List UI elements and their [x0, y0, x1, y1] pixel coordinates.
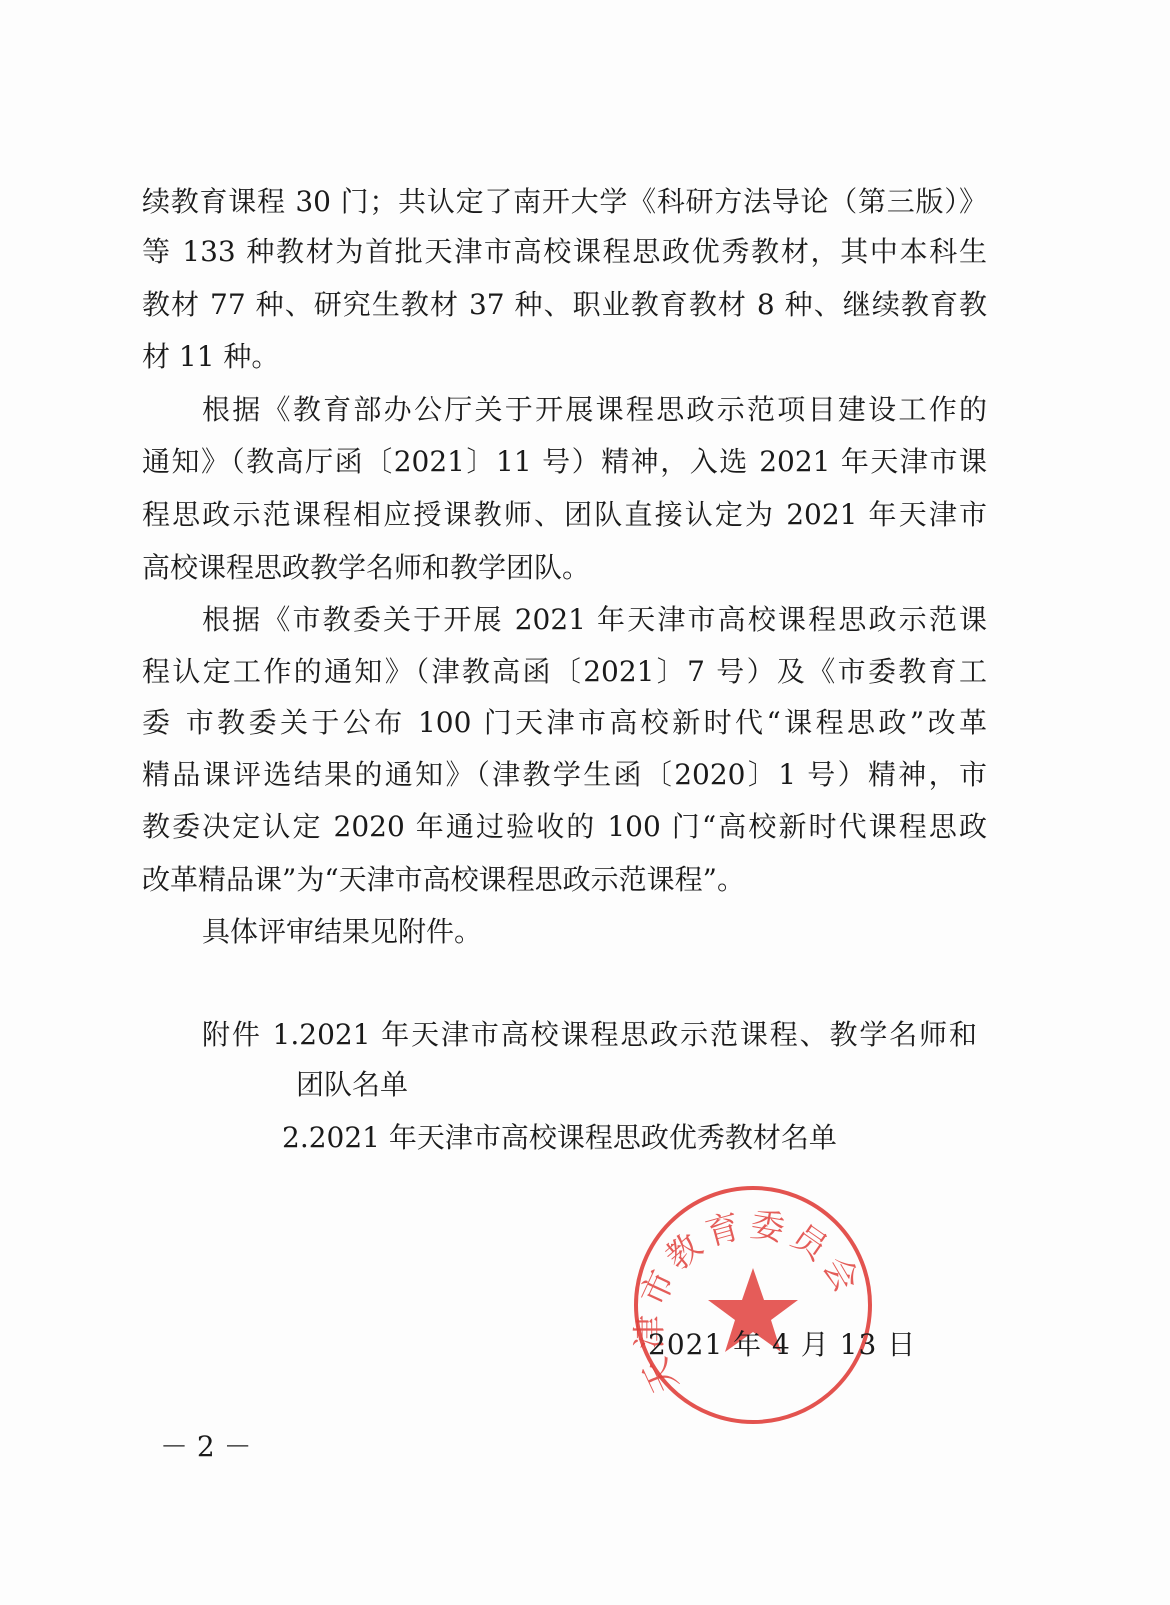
body-line: 具体评审结果见附件。	[202, 915, 483, 948]
body-line: 教委决定认定 2020 年通过验收的 100 门“高校新时代课程思政	[142, 810, 987, 843]
body-line: 续教育课程 30 门；共认定了南开大学《科研方法导论（第三版）》	[142, 185, 987, 218]
body-line: 等 133 种教材为首批天津市高校课程思政优秀教材，其中本科生	[142, 235, 987, 268]
body-line: 高校课程思政教学名师和教学团队。	[142, 551, 591, 584]
attachment-1: 附件 1.2021 年天津市高校课程思政示范课程、教学名师和	[202, 1018, 977, 1051]
seal-text: 天津市教育委员会	[629, 1204, 870, 1400]
body-line: 改革精品课”为“天津市高校课程思政示范课程”。	[142, 863, 745, 896]
body-line: 程思政示范课程相应授课教师、团队直接认定为 2021 年天津市	[142, 498, 987, 531]
attachment-1-cont: 团队名单	[296, 1068, 409, 1101]
body-line: 根据《市教委关于开展 2021 年天津市高校课程思政示范课	[202, 603, 987, 636]
document-date: 2021 年 4 月 13 日	[648, 1328, 917, 1361]
attachment-2: 2.2021 年天津市高校课程思政优秀教材名单	[282, 1121, 837, 1154]
body-line: 教材 77 种、研究生教材 37 种、职业教育教材 8 种、继续教育教	[142, 288, 987, 321]
body-line: 精品课评选结果的通知》（津教学生函〔2020〕1 号）精神，市	[142, 758, 987, 791]
body-line: 通知》（教高厅函〔2021〕11 号）精神，入选 2021 年天津市课	[142, 445, 987, 478]
body-line: 材 11 种。	[142, 340, 280, 373]
page-number: － 2 －	[160, 1430, 252, 1463]
body-line: 程认定工作的通知》（津教高函〔2021〕7 号）及《市委教育工	[142, 655, 987, 688]
official-seal	[628, 1180, 878, 1430]
body-line: 委 市教委关于公布 100 门天津市高校新时代“课程思政”改革	[142, 706, 987, 739]
body-line: 根据《教育部办公厅关于开展课程思政示范项目建设工作的	[202, 393, 987, 426]
